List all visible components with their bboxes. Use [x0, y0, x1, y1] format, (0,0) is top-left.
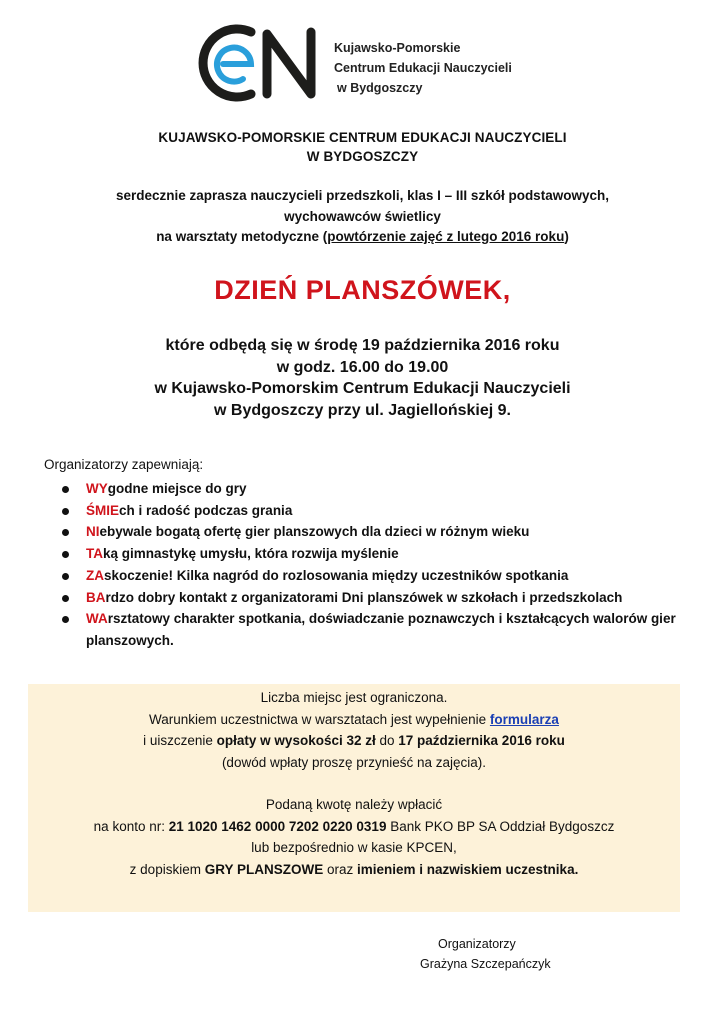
bullet-icon [62, 486, 69, 493]
event-address: w Bydgoszczy przy ul. Jagiellońskiej 9. [214, 402, 511, 420]
list-item [62, 543, 702, 565]
bullet-text: godne miejsce do gry [107, 481, 247, 496]
event-place: w Kujawsko-Pomorskim Centrum Edukacji Nauczycieli [154, 380, 571, 398]
info-line-2 [28, 709, 680, 731]
bullet-acronym: WY [86, 481, 108, 496]
bullet-text: ebywale bogatą ofertę gier planszowych dla dzieci w różnym wieku [99, 524, 530, 540]
bullet-text: ką gimnastykę umysłu, która rozwija myślenie [103, 546, 399, 562]
info-line-3-mid: do [375, 733, 399, 748]
info-box [28, 684, 680, 880]
list-item [62, 500, 702, 522]
info-line-8-pre: z dopiskiem [129, 861, 205, 877]
invitation-line-3 [0, 227, 725, 248]
event-time: w godz. 16.00 do 19.00 [276, 358, 449, 376]
fee-amount: opłaty w wysokości 32 zł [216, 733, 376, 748]
payment-title: GRY PLANSZOWE [204, 861, 324, 877]
account-number: 21 1020 1462 0000 7202 0220 0319 [168, 818, 387, 834]
info-line-3 [28, 730, 680, 752]
info-line-3-pre: i uiszczenie [143, 733, 217, 748]
info-line-8 [28, 859, 680, 881]
bullet-acronym: NI [86, 524, 100, 540]
info-line-6-pre: na konto nr: [93, 818, 169, 834]
invitation-line-1: serdecznie zaprasza nauczycieli przedszkoli, klas I – III szkół podstawowych, [116, 188, 609, 203]
benefits-list [62, 478, 702, 652]
list-item [62, 608, 702, 651]
info-line-5: Podaną kwotę należy wpłacić [265, 797, 443, 812]
bullet-acronym: WA [86, 611, 108, 627]
institution-line-2: W BYDGOSZCZY [306, 149, 419, 164]
event-date: które odbędą się w środę 19 października 2016 roku [165, 337, 560, 354]
bullet-text: rsztatowy charakter spotkania, doświadczanie poznawczych i kształcących walorów gier planszowych. [86, 611, 676, 648]
info-line-4: (dowód wpłaty proszę przynieść na zajęcia). [221, 754, 487, 770]
invitation-line-3-pre: na warsztaty metodyczne ( [156, 229, 328, 244]
signature [420, 934, 551, 974]
bullet-icon [62, 529, 69, 536]
institution-heading [0, 128, 725, 166]
bullet-text: rdzo dobry kontakt z organizatorami Dni planszówek w szkołach i przedszkolach [105, 589, 623, 605]
bullet-text: ch i radość podczas grania [119, 502, 293, 518]
logo-line-3: w Bydgoszczy [337, 81, 423, 95]
logo-line-2: Centrum Edukacji Nauczycieli [334, 61, 512, 75]
info-line-6-post: Bank PKO BP SA Oddział Bydgoszcz [386, 818, 615, 834]
list-item [62, 521, 702, 543]
bullet-acronym: BA [86, 589, 106, 605]
institution-line-1: KUJAWSKO-POMORSKIE CENTRUM EDUKACJI NAUCZYCIELI [158, 130, 567, 145]
info-line-1: Liczba miejsc jest ograniczona. [260, 690, 448, 705]
invitation-line-3-post: ) [564, 229, 569, 244]
kpcen-logo [193, 22, 333, 104]
logo-text [334, 38, 512, 98]
list-item [62, 565, 702, 587]
payment-deadline: 17 października 2016 roku [398, 733, 565, 748]
signature-name: Grażyna Szczepańczyk [420, 957, 551, 971]
list-item [62, 587, 702, 609]
form-link[interactable]: formularza [489, 711, 559, 727]
info-line-7: lub bezpośrednio w kasie KPCEN, [251, 840, 457, 855]
bullet-icon [62, 551, 69, 558]
event-title: DZIEŃ PLANSZÓWEK, [214, 275, 511, 305]
organizers-header: Organizatorzy zapewniają: [44, 457, 204, 472]
bullet-acronym: ZA [86, 567, 104, 583]
invitation-line-2: wychowawców świetlicy [284, 208, 441, 224]
signature-role: Organizatorzy [438, 937, 516, 951]
info-line-6 [28, 816, 680, 838]
repeat-note: powtórzenie zajęć z lutego 2016 roku [327, 229, 565, 244]
payment-name-note: imieniem i nazwiskiem uczestnika. [356, 861, 579, 877]
bullet-acronym: TA [86, 546, 103, 562]
bullet-icon [62, 616, 69, 623]
event-details [0, 335, 725, 422]
info-line-2-pre: Warunkiem uczestnictwa w warsztatach jest wypełnienie [149, 711, 490, 727]
spacer [28, 773, 680, 794]
bullet-icon [62, 573, 69, 580]
invitation [0, 186, 725, 248]
bullet-icon [62, 595, 69, 602]
info-line-8-mid: oraz [323, 861, 357, 877]
logo-line-1: Kujawsko-Pomorskie [334, 41, 461, 55]
bullet-icon [62, 508, 69, 515]
bullet-acronym: ŚMIE [86, 502, 120, 518]
bullet-text: skoczenie! Kilka nagród do rozlosowania między uczestników spotkania [104, 567, 569, 583]
list-item [62, 478, 702, 500]
